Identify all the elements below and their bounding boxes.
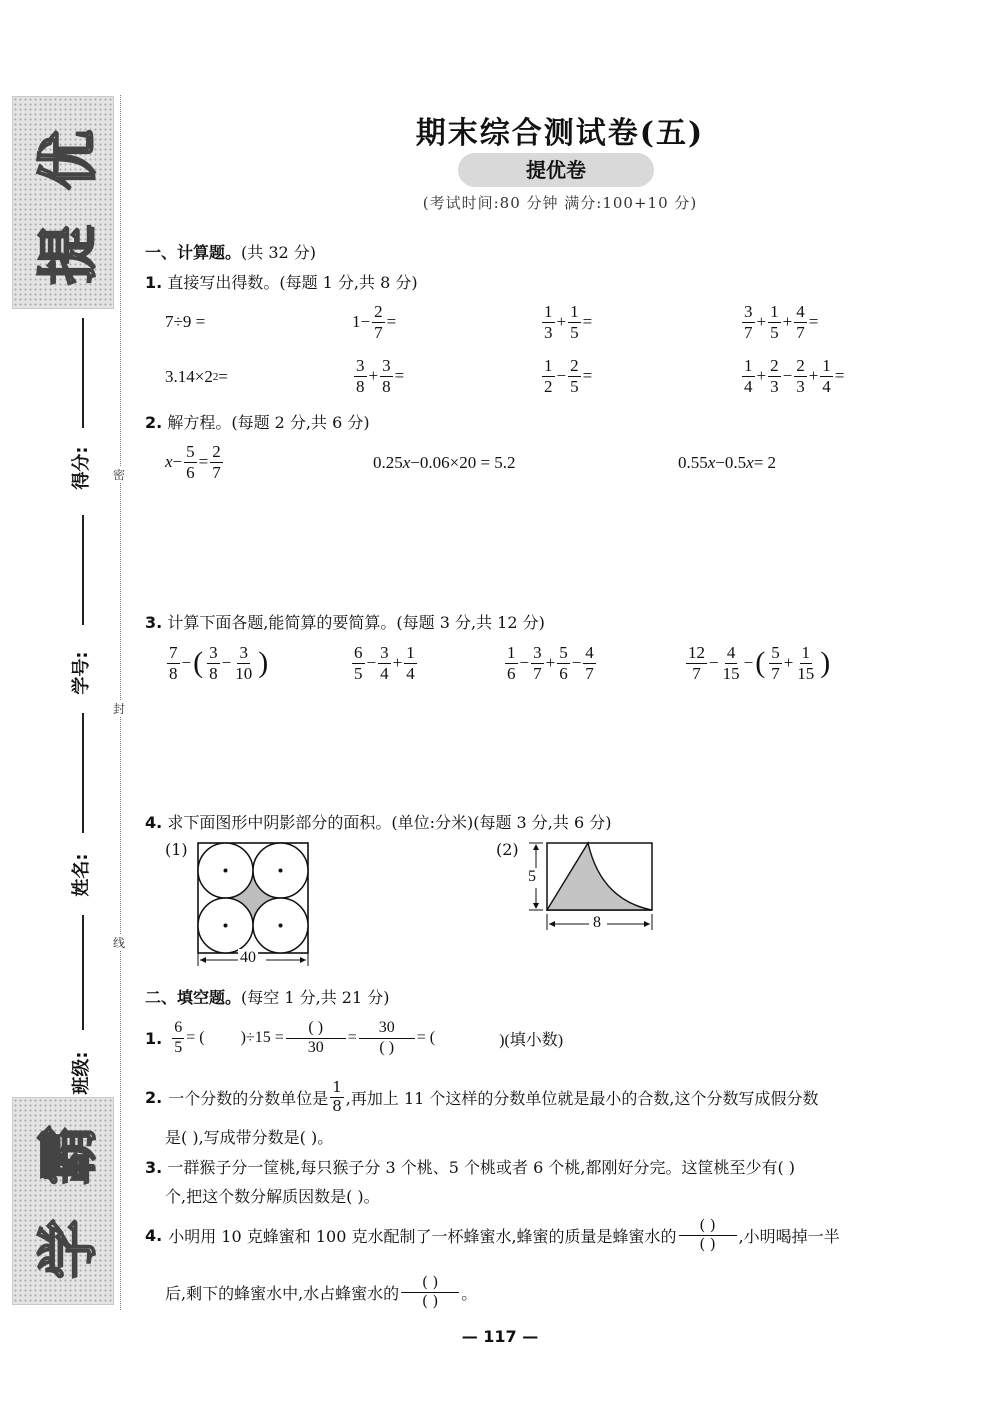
page-number: — 117 — bbox=[461, 1327, 539, 1346]
difficulty-badge: 提优卷 bbox=[458, 153, 654, 187]
simplify-b: $\frac{6}{5}$ − $\frac{3}{4}$ + $\frac{1}{4}$ bbox=[354, 642, 415, 683]
figure-2-label: (2) bbox=[496, 840, 519, 859]
equation-c: 0.55 x −0.5 x = 2 bbox=[678, 453, 777, 472]
exam-info: (考试时间:80 分钟 满分:100+10 分) bbox=[422, 194, 698, 212]
figure-1-label: (1) bbox=[165, 840, 188, 859]
fill-question-3-line-2: 个,把这个数分解质因数是( )。 bbox=[165, 1187, 380, 1206]
question-1-1: 1. 直接写出得数。(每题 1 分,共 8 分) bbox=[145, 273, 418, 292]
equation-b: 0.25 x −0.06×20 = 5.2 bbox=[373, 453, 516, 472]
figure-2-height: 5 bbox=[528, 868, 536, 885]
side-char: 提 bbox=[34, 225, 104, 285]
side-char: 优 bbox=[34, 130, 104, 190]
fill-question-1: 1. $\frac{6}{5}$ = ( )÷15 = $\frac{( )}{30}$ = $\frac{30}{( )}$ = ( )(填小数) bbox=[145, 1019, 564, 1056]
field-line bbox=[82, 915, 84, 1030]
side-char: 学 bbox=[34, 1219, 104, 1279]
field-label-class: 班级: bbox=[71, 1051, 92, 1095]
question-1-4: 4. 求下面图形中阴影部分的面积。(单位:分米)(每题 3 分,共 6 分) bbox=[145, 813, 612, 832]
field-label-name: 姓名: bbox=[71, 853, 92, 897]
simplify-a: $\frac{7}{8}$ − ( $\frac{3}{8}$ − $\frac{3}{10}$ ) bbox=[169, 642, 269, 683]
fill-question-2-line-1: 2. 一个分数的分数单位是 $\frac{1}{8}$ ,再加上 11 个这样的分数单位就是最小的合数,这个分数写成假分数 bbox=[145, 1078, 819, 1115]
figure-2-width: 8 bbox=[593, 914, 601, 931]
field-line bbox=[82, 713, 84, 833]
seal-char: 封 bbox=[113, 702, 126, 716]
calc-item-g: $\frac{1}{2}$ − $\frac{2}{5}$ = bbox=[544, 355, 593, 396]
seal-char: 密 bbox=[113, 468, 126, 482]
simplify-d: $\frac{12}{7}$ − $\frac{4}{15}$ − ( $\frac{5}{7}$ + $\frac{1}{15}$ ) bbox=[688, 642, 831, 683]
calc-item-h: $\frac{1}{4}$ + $\frac{2}{3}$ − $\frac{2}{3}$ + $\frac{1}{4}$ = bbox=[744, 355, 845, 396]
section-heading-2: 二、填空题。(每空 1 分,共 21 分) bbox=[145, 988, 390, 1007]
calc-item-c: $\frac{1}{3}$ + $\frac{1}{5}$ = bbox=[544, 301, 593, 342]
field-label-score: 得分: bbox=[71, 446, 92, 490]
section-heading-1: 一、计算题。(共 32 分) bbox=[145, 243, 317, 262]
calc-item-d: $\frac{3}{7}$ + $\frac{1}{5}$ + $\frac{4}{7}$ = bbox=[744, 301, 819, 342]
question-1-2: 2. 解方程。(每题 2 分,共 6 分) bbox=[145, 413, 370, 432]
calc-item-e: 3.14×2 2 = bbox=[165, 367, 228, 386]
field-line bbox=[82, 515, 84, 625]
side-char: 霸 bbox=[34, 1125, 104, 1185]
figure-1-dimension: 40 bbox=[240, 949, 256, 966]
seal-char: 线 bbox=[113, 936, 126, 950]
side-badge-top bbox=[12, 96, 114, 309]
field-line bbox=[82, 318, 84, 428]
question-1-3: 3. 计算下面各题,能简算的要简算。(每题 3 分,共 12 分) bbox=[145, 613, 545, 632]
fill-question-4-line-2: 后,剩下的蜂蜜水中,水占蜂蜜水的 $\frac{( )}{( )}$ 。 bbox=[165, 1273, 478, 1310]
fill-question-2-line-2: 是( ),写成带分数是( )。 bbox=[165, 1128, 334, 1147]
fill-question-4-line-1: 4. 小明用 10 克蜂蜜和 100 克水配制了一杯蜂蜜水,蜂蜜的质量是蜂蜜水的 $\frac{( )}{( )}$ ,小明喝掉一半 bbox=[145, 1216, 840, 1253]
calc-item-b: 1− $\frac{2}{7}$ = bbox=[352, 301, 397, 342]
fill-question-3-line-1: 3. 一群猴子分一筐桃,每只猴子分 3 个桃、5 个桃或者 6 个桃,都刚好分完。这筐桃至少有( ) bbox=[145, 1158, 796, 1177]
page-title: 期末综合测试卷(五) bbox=[415, 116, 705, 151]
field-label-number: 学号: bbox=[71, 651, 92, 695]
equation-a: x − $\frac{5}{6}$ = $\frac{2}{7}$ bbox=[165, 441, 221, 482]
calc-item-a: 7÷9 = bbox=[165, 312, 206, 331]
calc-item-f: $\frac{3}{8}$ + $\frac{3}{8}$ = bbox=[356, 355, 405, 396]
simplify-c: $\frac{1}{6}$ − $\frac{3}{7}$ + $\frac{5}{6}$ − $\frac{4}{7}$ bbox=[507, 642, 594, 683]
side-badge-bottom bbox=[12, 1097, 114, 1305]
